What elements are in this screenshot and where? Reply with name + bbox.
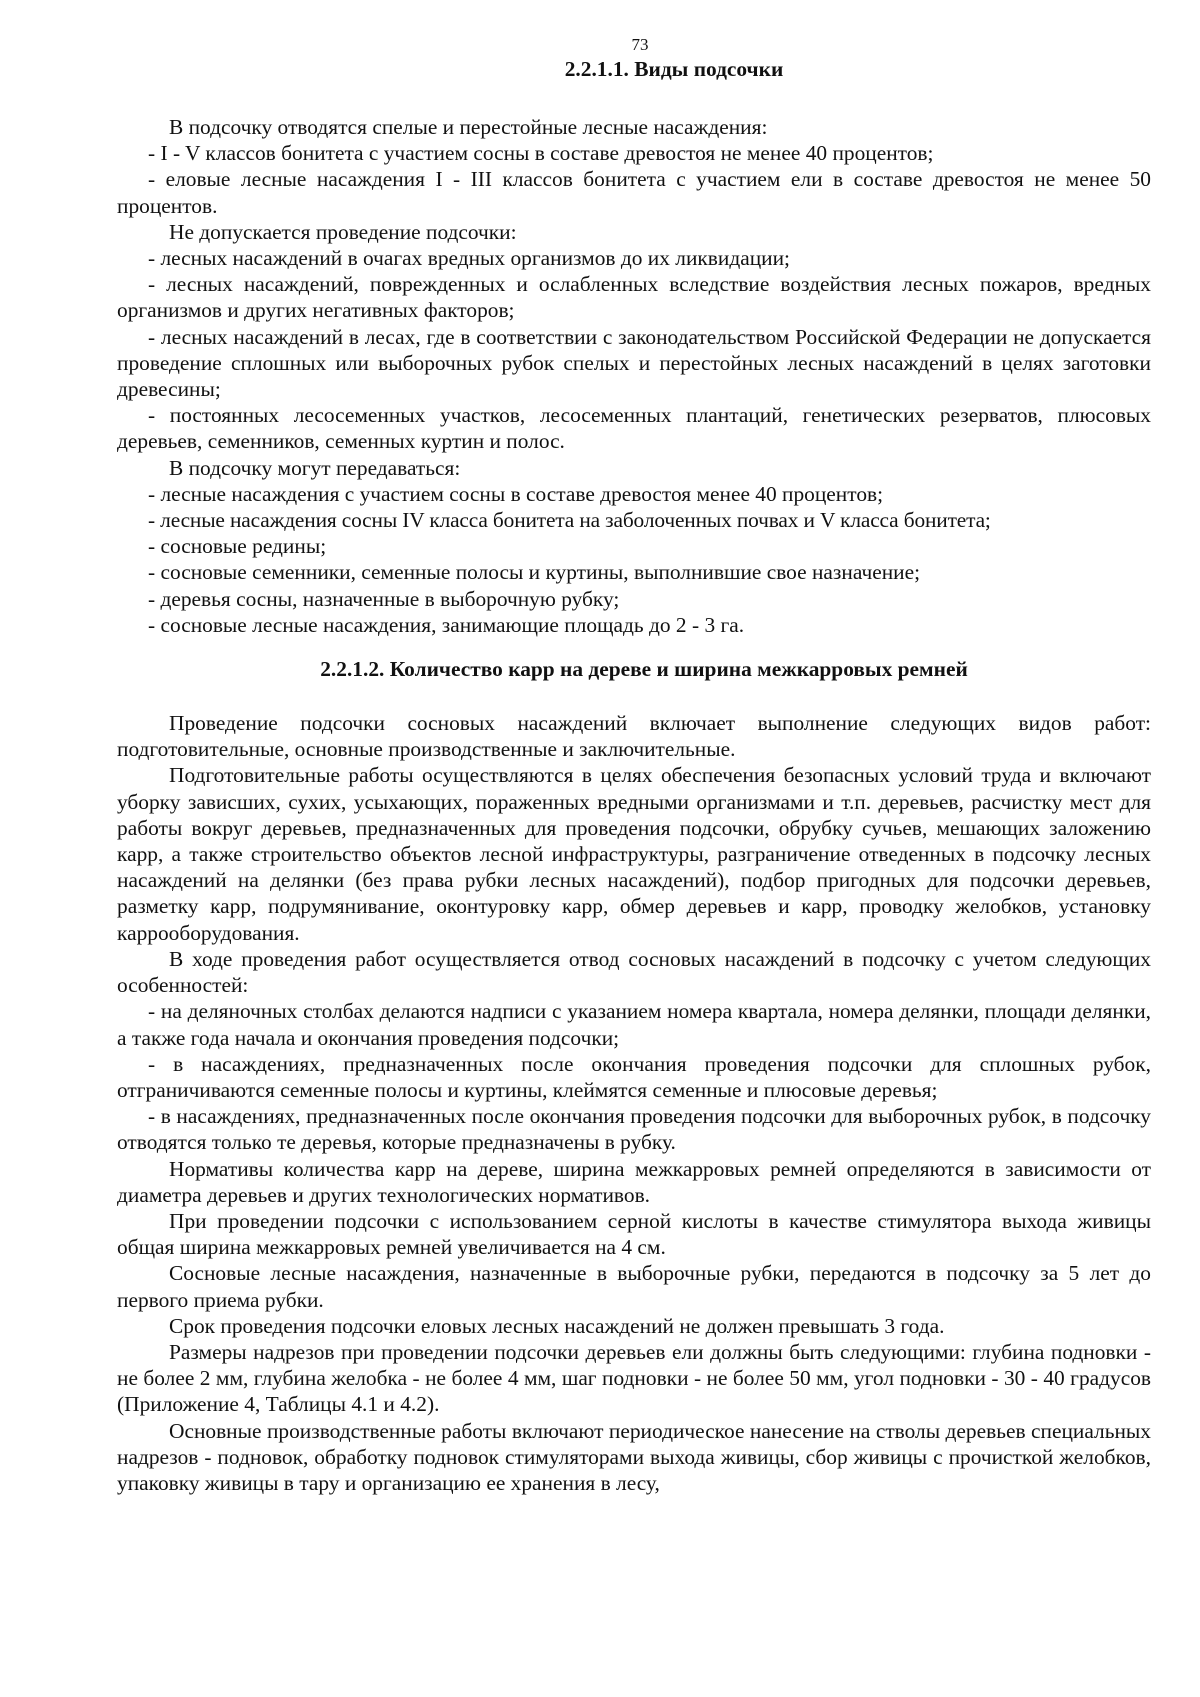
list-item: - еловые лесные насаждения I - III классов бонитета с участием ели в составе древостоя не менее 50 процентов.: [117, 167, 1151, 218]
paragraph: Сосновые лесные насаждения, назначенные в выборочные рубки, передаются в подсочку за 5 лет до первого приема рубки.: [117, 1261, 1151, 1312]
list-item: - на деляночных столбах делаются надписи с указанием номера квартала, номера делянки, площади делянки, а также года начала и окончания проведения подсочки;: [117, 999, 1151, 1050]
paragraph: В подсочку могут передаваться:: [169, 455, 461, 480]
list-item: - постоянных лесосеменных участков, лесосеменных плантаций, генетических резерватов, плюсовых деревьев, семенников, семенных куртин и полос.: [117, 403, 1151, 454]
list-item: - лесных насаждений, поврежденных и ослабленных вследствие воздействия лесных пожаров, вредных организмов и других негативных факторов;: [117, 272, 1151, 323]
paragraph: Проведение подсочки сосновых насаждений включает выполнение следующих видов работ: подготовительные, основные производственные и заключительные.: [117, 711, 1151, 762]
list-item: - в насаждениях, предназначенных после окончания проведения подсочки для выборочных рубок, в подсочку отводятся только те деревья, которые предназначены в рубку.: [117, 1104, 1151, 1155]
list-item: - деревья сосны, назначенные в выборочную рубку;: [148, 586, 620, 611]
list-item: - сосновые редины;: [148, 534, 327, 559]
list-item: - лесных насаждений в очагах вредных организмов до их ликвидации;: [148, 246, 790, 271]
list-item: - лесные насаждения с участием сосны в составе древостоя менее 40 процентов;: [148, 481, 884, 506]
paragraph: Не допускается проведение подсочки:: [169, 219, 517, 244]
list-item: - лесных насаждений в лесах, где в соответствии с законодательством Российской Федерации не допускается проведение сплошных или выборочных рубок спелых и перестойных лесных насаждений в целях заготовки древесины;: [117, 324, 1151, 402]
paragraph: Срок проведения подсочки еловых лесных насаждений не должен превышать 3 года.: [169, 1313, 945, 1338]
list-item: - сосновые семенники, семенные полосы и куртины, выполнившие свое назначение;: [148, 560, 921, 585]
paragraph: Размеры надрезов при проведении подсочки деревьев ели должны быть следующими: глубина подновки - не более 2 мм, глубина желобка - не более 4 мм, шаг подновки - не более 50 мм, угол подновки - 30 - 40 градусов (Приложение 4, Таблицы 4.1 и 4.2).: [117, 1339, 1151, 1417]
section-heading-number-of-carres: 2.2.1.2. Количество карр на дереве и ширина межкарровых ремней: [320, 657, 968, 682]
paragraph: Подготовительные работы осуществляются в целях обеспечения безопасных условий труда и включают уборку зависших, сухих, усыхающих, пораженных вредными организмами и т.п. деревьев, расчистку мест для работы вокруг деревьев, предназначенных для проведения подсочки, обрубку сучьев, мешающих заложению карр, а также строительство объектов лесной инфраструктуры, разграничение отведенных в подсочку лесных насаждений на делянки (без права рубки лесных насаждений), подбор пригодных для подсочки деревьев, разметку карр, подрумянивание, оконтуровку карр, обмер деревьев и карр, проводку желобков, установку каррооборудования.: [117, 763, 1151, 945]
paragraph: При проведении подсочки с использованием серной кислоты в качестве стимулятора выхода живицы общая ширина межкарровых ремней увеличивается на 4 см.: [117, 1208, 1151, 1260]
paragraph: Основные производственные работы включают периодическое нанесение на стволы деревьев специальных надрезов - подновок, обработку подновок стимуляторами выхода живицы, сбор живицы с прочисткой желобков, упаковку живицы в тару и организацию ее хранения в лесу,: [117, 1418, 1151, 1495]
list-item: - сосновые лесные насаждения, занимающие площадь до 2 - 3 га.: [148, 612, 745, 637]
section-heading-types-of-tapping: 2.2.1.1. Виды подсочки: [564, 57, 784, 81]
paragraph: В подсочку отводятся спелые и перестойные лесные насаждения:: [169, 115, 768, 139]
paragraph: Нормативы количества карр на дереве, ширина межкарровых ремней определяются в зависимости от диаметра деревьев и других технологических нормативов.: [117, 1156, 1151, 1207]
list-item: - лесные насаждения сосны IV класса бонитета на заболоченных почвах и V класса бонитета;: [148, 508, 991, 533]
list-item: - в насаждениях, предназначенных после окончания проведения подсочки для сплошных рубок, отграничиваются семенные полосы и куртины, клеймятся семенные и плюсовые деревья;: [117, 1051, 1151, 1102]
page-content: [117, 56, 1151, 1496]
paragraph: В ходе проведения работ осуществляется отвод сосновых насаждений в подсочку с учетом следующих особенностей:: [117, 946, 1151, 998]
page-number: 73: [631, 35, 649, 54]
list-item: - I - V классов бонитета с участием сосны в составе древостоя не менее 40 процентов;: [148, 141, 934, 166]
